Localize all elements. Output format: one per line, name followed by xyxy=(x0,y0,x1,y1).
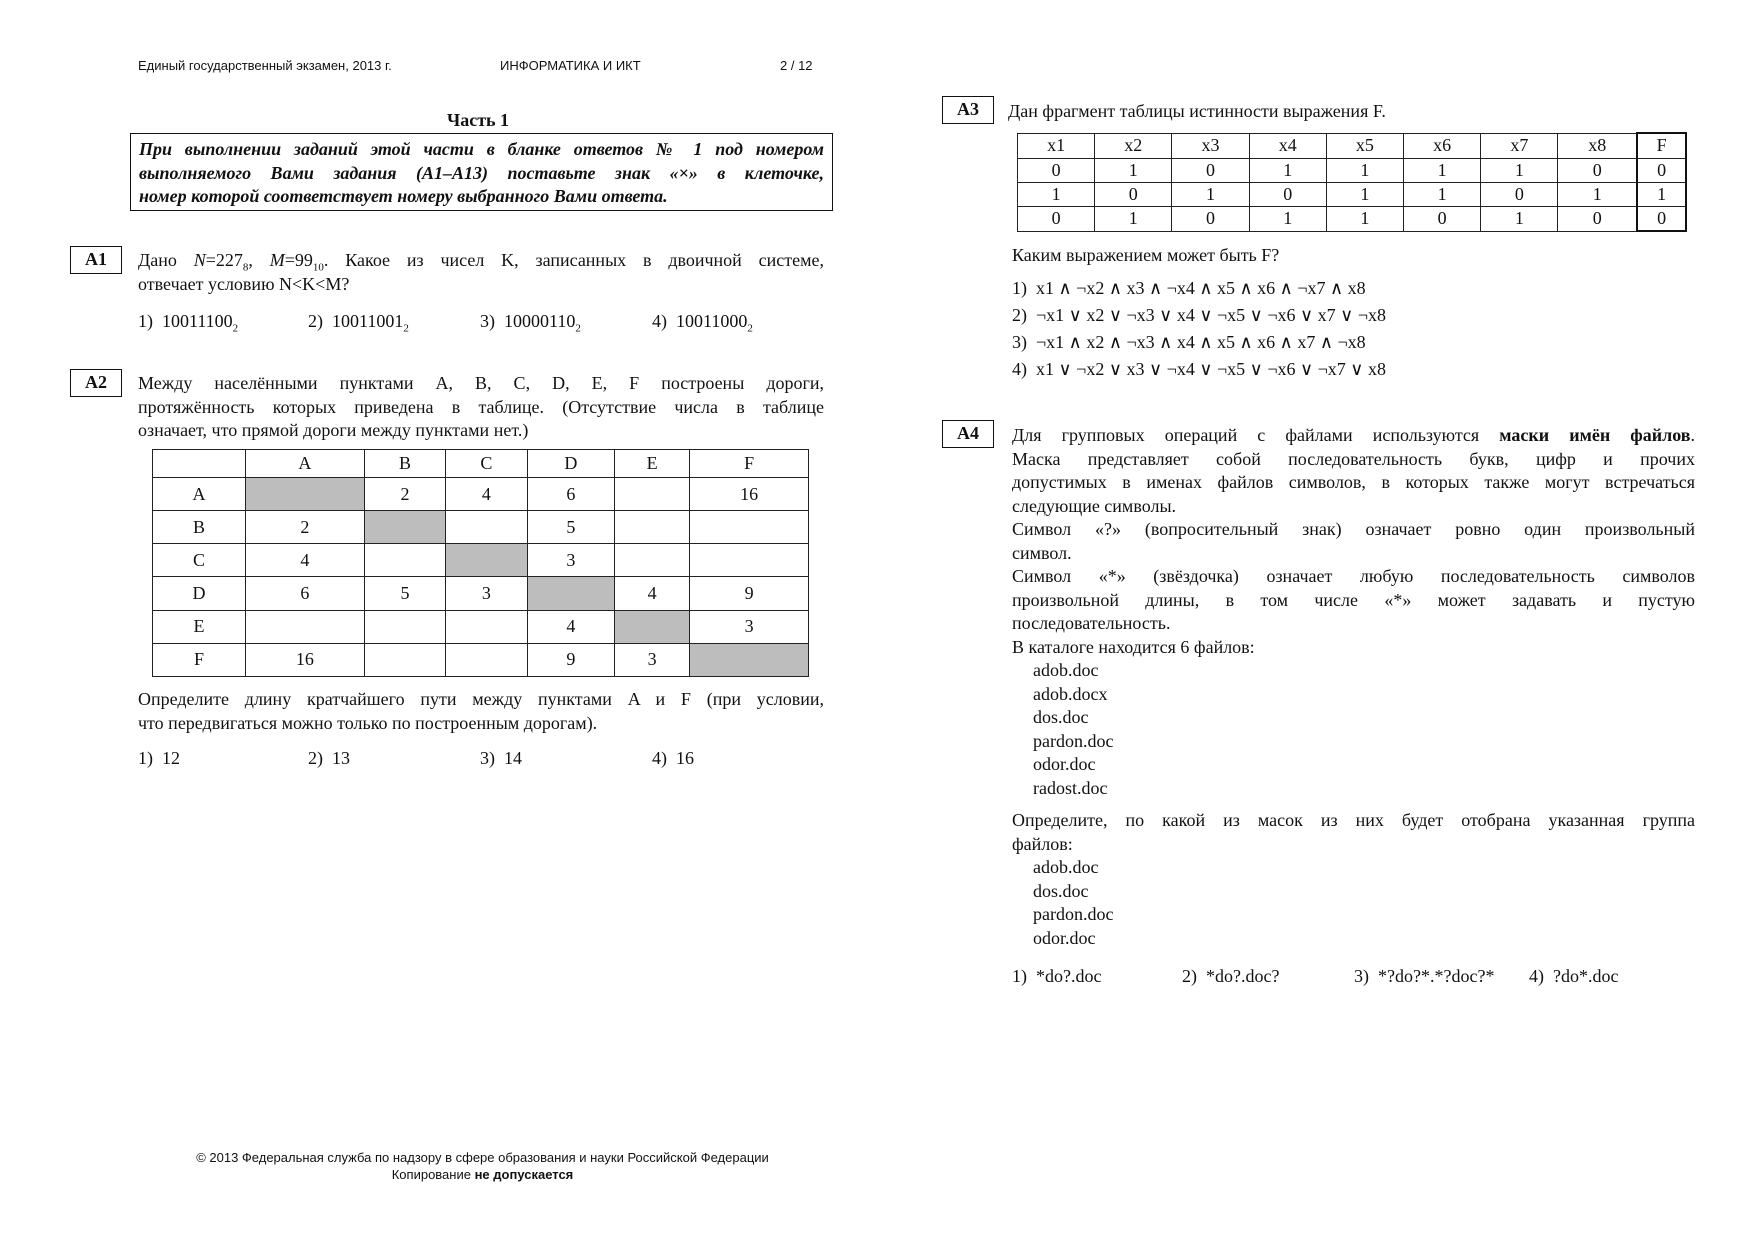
truth-cell: 1 xyxy=(1095,158,1172,182)
truth-cell: 0 xyxy=(1172,206,1249,231)
roads-cell-diagonal xyxy=(364,511,445,544)
a3-option-4: 4) x1 ∨ ¬x2 ∨ x3 ∨ ¬x4 ∨ ¬x5 ∨ ¬x6 ∨ ¬x7 ∨ x8 xyxy=(1012,359,1386,379)
truth-header-cell: x2 xyxy=(1095,133,1172,158)
a3-option-1: 1) x1 ∧ ¬x2 ∧ x3 ∧ ¬x4 ∧ x5 ∧ x6 ∧ ¬x7 ∧ x8 xyxy=(1012,278,1366,298)
truth-cell: 1 xyxy=(1172,182,1249,206)
selected-file-item: pardon.doc xyxy=(1033,904,1114,924)
roads-cell: E xyxy=(153,610,246,643)
roads-cell: 16 xyxy=(246,643,365,676)
truth-row xyxy=(1018,206,1687,231)
roads-cell xyxy=(364,610,445,643)
a3-question: Каким выражением может быть F? xyxy=(1012,245,1280,265)
truth-cell: 1 xyxy=(1404,182,1481,206)
a4-select-line: файлов: xyxy=(1012,833,1073,854)
part-instructions xyxy=(130,133,833,211)
roads-cell: 6 xyxy=(527,478,615,511)
task-tag-a2: А2 xyxy=(70,369,122,397)
selected-file-item: dos.doc xyxy=(1033,880,1089,901)
roads-cell xyxy=(690,544,809,577)
truth-cell: 1 xyxy=(1326,206,1403,231)
subject-header: ИНФОРМАТИКА И ИКТ xyxy=(500,58,641,73)
roads-cell: 16 xyxy=(690,478,809,511)
roads-cell: 3 xyxy=(690,610,809,643)
roads-header-cell: B xyxy=(364,450,445,478)
truth-cell: 1 xyxy=(1558,182,1637,206)
roads-header-cell: D xyxy=(527,450,615,478)
roads-cell xyxy=(615,478,690,511)
roads-header-cell: A xyxy=(246,450,365,478)
roads-row xyxy=(153,544,809,577)
selected-file-item: adob.doc xyxy=(1033,857,1099,877)
a4-asterisk-line: Символ «*» (звёздочка) означает любую последовательность символов xyxy=(1012,566,1695,586)
truth-cell-f: 0 xyxy=(1637,206,1686,231)
a1-option-2: 2) $10011001_2$ xyxy=(308,311,409,335)
a3-intro: Дан фрагмент таблицы истинности выражения F. xyxy=(1008,101,1386,121)
roads-cell: D xyxy=(153,577,246,610)
a4-catalog-intro: В каталоге находится 6 файлов: xyxy=(1012,636,1255,657)
roads-header-cell: C xyxy=(446,450,527,478)
roads-cell-diagonal xyxy=(246,478,365,511)
a2-option-4: 4) 16 xyxy=(652,748,694,768)
roads-cell: 4 xyxy=(527,610,615,643)
roads-cell-diagonal xyxy=(446,544,527,577)
roads-cell: 3 xyxy=(446,577,527,610)
file-item: adob.docx xyxy=(1033,683,1108,704)
roads-cell: 3 xyxy=(527,544,615,577)
a4-line1: Для групповых операций с файлами используются маски имён файлов. xyxy=(1012,425,1695,445)
roads-row xyxy=(153,577,809,610)
truth-row xyxy=(1018,158,1687,182)
roads-cell-diagonal xyxy=(527,577,615,610)
selected-file-item: odor.doc xyxy=(1033,927,1096,948)
roads-table xyxy=(152,449,809,677)
truth-cell: 1 xyxy=(1095,206,1172,231)
truth-cell: 0 xyxy=(1018,158,1095,182)
roads-cell xyxy=(690,511,809,544)
roads-cell xyxy=(615,511,690,544)
a4-asterisk-line: произвольной длины, в том числе «*» может задавать и пустую xyxy=(1012,589,1695,610)
a4-option-3: 3) *?do?*.*?doc?* xyxy=(1354,966,1495,986)
roads-cell: 3 xyxy=(615,643,690,676)
roads-cell xyxy=(246,610,365,643)
roads-cell: 5 xyxy=(364,577,445,610)
a4-file-list xyxy=(1012,659,1695,800)
a2-question xyxy=(138,688,824,735)
roads-header-cell xyxy=(153,450,246,478)
truth-cell: 0 xyxy=(1095,182,1172,206)
a2-line: Между населёнными пунктами A, B, C, D, E, F построены дороги, xyxy=(138,373,824,393)
a1-line1: Дано $N=227_8$, $M=99_{10}$. Какое из чисел K, записанных в двоичной системе, xyxy=(138,250,824,274)
truth-cell-f: 0 xyxy=(1637,158,1686,182)
truth-header-cell: x4 xyxy=(1249,133,1326,158)
a1-option-4: 4) $10011000_2$ xyxy=(652,311,753,335)
task-tag-a1: А1 xyxy=(70,246,122,274)
a2-option-3: 3) 14 xyxy=(480,748,522,768)
truth-cell-f: 1 xyxy=(1637,182,1686,206)
footer xyxy=(110,1149,855,1183)
a2-question-line: Определите длину кратчайшего пути между пунктами A и F (при условии, xyxy=(138,689,824,709)
roads-header-cell: F xyxy=(690,450,809,478)
file-item: dos.doc xyxy=(1033,707,1089,727)
truth-cell: 0 xyxy=(1404,206,1481,231)
truth-header-cell: x6 xyxy=(1404,133,1481,158)
truth-cell: 1 xyxy=(1018,182,1095,206)
page-number: 2 / 12 xyxy=(780,58,813,73)
file-item: pardon.doc xyxy=(1033,730,1114,751)
truth-header-cell: x8 xyxy=(1558,133,1637,158)
roads-cell: 4 xyxy=(615,577,690,610)
truth-row xyxy=(1018,182,1687,206)
a2-option-2: 2) 13 xyxy=(308,748,350,768)
a3-options xyxy=(1012,278,1386,386)
roads-cell xyxy=(364,643,445,676)
roads-cell: B xyxy=(153,511,246,544)
roads-cell xyxy=(446,610,527,643)
roads-cell: F xyxy=(153,643,246,676)
part-line: При выполнении заданий этой части в бланке ответов № 1 под номером xyxy=(139,139,824,159)
a4-option-1: 1) *do?.doc xyxy=(1012,966,1102,986)
roads-row xyxy=(153,511,809,544)
truth-header-cell: x5 xyxy=(1326,133,1403,158)
a4-selected-list xyxy=(1012,856,1695,950)
truth-header-cell: x7 xyxy=(1481,133,1558,158)
exam-header: Единый государственный экзамен, 2013 г. xyxy=(138,58,392,73)
a3-option-3: 3) ¬x1 ∧ x2 ∧ ¬x3 ∧ x4 ∧ x5 ∧ x6 ∧ x7 ∧ ¬x8 xyxy=(1012,332,1366,352)
a2-line: протяжённость которых приведена в таблице. (Отсутствие числа в таблице xyxy=(138,396,824,417)
file-item: adob.doc xyxy=(1033,660,1099,680)
truth-cell: 0 xyxy=(1481,182,1558,206)
file-item: odor.doc xyxy=(1033,754,1096,774)
roads-row xyxy=(153,610,809,643)
roads-cell: 2 xyxy=(364,478,445,511)
a4-line: следующие символы. xyxy=(1012,495,1177,516)
truth-header-cell: x1 xyxy=(1018,133,1095,158)
part-line: выполняемого Вами задания (А1–А13) поставьте знак «×» в клеточке, xyxy=(139,162,824,183)
task-tag-a3: А3 xyxy=(942,96,994,124)
roads-cell: 6 xyxy=(246,577,365,610)
a4-question-mark-line: Символ «?» (вопросительный знак) означает ровно один произвольный xyxy=(1012,519,1695,539)
a4-asterisk-line: последовательность. xyxy=(1012,613,1171,633)
task-tag-a4: А4 xyxy=(942,420,994,448)
truth-cell: 0 xyxy=(1018,206,1095,231)
truth-cell: 1 xyxy=(1481,158,1558,182)
roads-cell: 9 xyxy=(690,577,809,610)
roads-header-cell: E xyxy=(615,450,690,478)
roads-cell xyxy=(446,511,527,544)
a2-line: означает, что прямой дороги между пунктами нет.) xyxy=(138,420,529,440)
a4-line: Маска представляет собой последовательность букв, цифр и прочих xyxy=(1012,448,1695,469)
roads-cell xyxy=(364,544,445,577)
roads-cell: C xyxy=(153,544,246,577)
footer-copy-notice: Копирование не допускается xyxy=(391,1167,574,1182)
truth-header-cell-f: F xyxy=(1637,133,1686,158)
a2-question-line: что передвигаться можно только по построенным дорогам). xyxy=(138,712,598,733)
truth-cell: 1 xyxy=(1326,182,1403,206)
a4-line: допустимых в именах файлов символов, в которых также могут встречаться xyxy=(1012,472,1695,492)
truth-cell: 1 xyxy=(1481,206,1558,231)
a4-option-4: 4) ?do*.doc xyxy=(1529,966,1619,986)
footer-copyright: © 2013 Федеральная служба по надзору в сфере образования и науки Российской Федерации xyxy=(196,1150,769,1165)
truth-cell: 1 xyxy=(1326,158,1403,182)
truth-cell: 1 xyxy=(1249,158,1326,182)
a4-select-line: Определите, по какой из масок из них будет отобрана указанная группа xyxy=(1012,810,1695,830)
truth-cell: 1 xyxy=(1404,158,1481,182)
roads-cell: 9 xyxy=(527,643,615,676)
roads-cell: 4 xyxy=(446,478,527,511)
roads-cell: A xyxy=(153,478,246,511)
a4-option-2: 2) *do?.doc? xyxy=(1182,966,1280,986)
roads-cell: 4 xyxy=(246,544,365,577)
truth-cell: 0 xyxy=(1249,182,1326,206)
file-item: radost.doc xyxy=(1033,777,1108,798)
a1-option-3: 3) $10000110_2$ xyxy=(480,311,581,335)
truth-cell: 0 xyxy=(1558,158,1637,182)
a3-option-2: 2) ¬x1 ∨ x2 ∨ ¬x3 ∨ x4 ∨ ¬x5 ∨ ¬x6 ∨ x7 ∨ ¬x8 xyxy=(1012,305,1386,325)
truth-header-cell: x3 xyxy=(1172,133,1249,158)
roads-cell: 5 xyxy=(527,511,615,544)
task-a4-text xyxy=(1012,424,1695,950)
part-line: номер которой соответствует номеру выбранного Вами ответа. xyxy=(139,186,668,206)
truth-table xyxy=(1017,132,1687,232)
roads-cell xyxy=(446,643,527,676)
part-title: Часть 1 xyxy=(447,110,510,130)
a1-option-1: 1) $10011100_2$ xyxy=(138,311,239,335)
a4-question-mark-line: символ. xyxy=(1012,542,1072,563)
truth-cell: 0 xyxy=(1558,206,1637,231)
roads-cell: 2 xyxy=(246,511,365,544)
roads-row xyxy=(153,643,809,676)
truth-cell: 1 xyxy=(1249,206,1326,231)
task-a2-text xyxy=(138,372,824,443)
truth-cell: 0 xyxy=(1172,158,1249,182)
roads-cell-diagonal xyxy=(690,643,809,676)
a1-line2: отвечает условию N<K<M? xyxy=(138,273,350,294)
roads-row xyxy=(153,478,809,511)
a2-option-1: 1) 12 xyxy=(138,748,180,768)
roads-cell-diagonal xyxy=(615,610,690,643)
task-a1-text xyxy=(138,249,824,296)
roads-cell xyxy=(615,544,690,577)
